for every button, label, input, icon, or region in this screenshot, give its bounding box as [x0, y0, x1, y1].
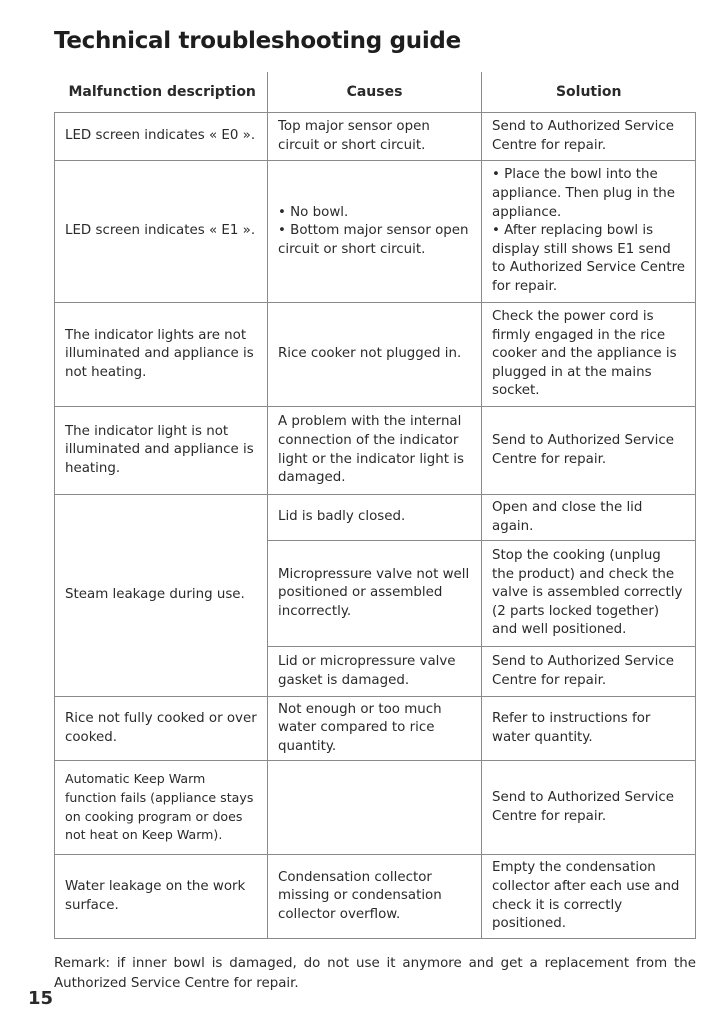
- table-row: [55, 407, 696, 495]
- cause-line: • No bowl.: [278, 204, 349, 220]
- solution-line: • After replacing bowl is display still shows E1 send to Authorized Service Centre for repair.: [492, 223, 686, 294]
- row-solution: Check the power cord is firmly engaged in the rice cooker and the appliance is plugged in at the mains socket.: [482, 303, 696, 407]
- cause-line: • Bottom major sensor open circuit or short circuit.: [278, 223, 469, 257]
- header-description: Malfunction description: [55, 72, 268, 113]
- header-solution: Solution: [482, 72, 696, 113]
- table-row: [55, 303, 696, 407]
- page-number: 15: [28, 988, 54, 1009]
- row-description: LED screen indicates « E1 ».: [55, 161, 268, 303]
- row-solution: Refer to instructions for water quantity.: [482, 697, 696, 761]
- table-row: [55, 697, 696, 761]
- row-description: Rice not fully cooked or over cooked.: [55, 697, 268, 761]
- row-description: LED screen indicates « E0 ».: [55, 113, 268, 161]
- row-causes: [268, 161, 482, 303]
- row-solution: Send to Authorized Service Centre for repair.: [482, 761, 696, 855]
- remark-note: Remark: if inner bowl is damaged, do not use it anymore and get a replacement from the Authorized Service Centre for repair.: [54, 956, 696, 991]
- table-row: [55, 761, 696, 855]
- row-description: The indicator light is not illuminated and appliance is heating.: [55, 407, 268, 495]
- troubleshooting-table: [54, 72, 696, 939]
- row-solution: Stop the cooking (unplug the product) and check the valve is assembled correctly (2 parts locked together) and well positioned.: [482, 541, 696, 647]
- row-description: The indicator lights are not illuminated and appliance is not heating.: [55, 303, 268, 407]
- table-row: [55, 161, 696, 303]
- row-description: Water leakage on the work surface.: [55, 855, 268, 939]
- row-causes: Lid is badly closed.: [268, 495, 482, 541]
- row-solution: [482, 161, 696, 303]
- row-description: Automatic Keep Warm function fails (appliance stays on cooking program or does not heat on Keep Warm).: [55, 761, 268, 855]
- row-causes: Not enough or too much water compared to rice quantity.: [268, 697, 482, 761]
- table-row: [55, 113, 696, 161]
- row-causes: Lid or micropressure valve gasket is damaged.: [268, 647, 482, 697]
- row-causes: Rice cooker not plugged in.: [268, 303, 482, 407]
- row-causes: A problem with the internal connection of the indicator light or the indicator light is damaged.: [268, 407, 482, 495]
- row-solution: Open and close the lid again.: [482, 495, 696, 541]
- row-causes: [268, 761, 482, 855]
- page-title: Technical troubleshooting guide: [54, 28, 461, 54]
- row-causes: Condensation collector missing or condensation collector overflow.: [268, 855, 482, 939]
- row-solution: Send to Authorized Service Centre for repair.: [482, 113, 696, 161]
- row-solution: Empty the condensation collector after each use and check it is correctly positioned.: [482, 855, 696, 939]
- table-row: [55, 855, 696, 939]
- row-causes: Top major sensor open circuit or short circuit.: [268, 113, 482, 161]
- row-solution: Send to Authorized Service Centre for repair.: [482, 647, 696, 697]
- header-causes: Causes: [268, 72, 482, 113]
- row-causes: Micropressure valve not well positioned or assembled incorrectly.: [268, 541, 482, 647]
- solution-line: • Place the bowl into the appliance. Then plug in the appliance.: [492, 167, 676, 220]
- row-description: Steam leakage during use.: [55, 495, 268, 697]
- table-row: [55, 495, 696, 541]
- row-solution: Send to Authorized Service Centre for repair.: [482, 407, 696, 495]
- table-header-row: [55, 72, 696, 113]
